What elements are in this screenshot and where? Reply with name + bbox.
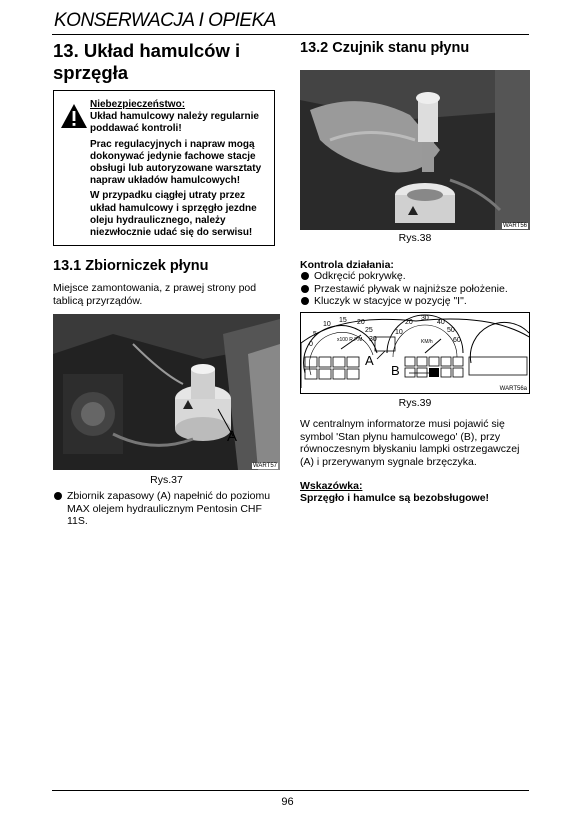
bullet-icon	[301, 297, 309, 305]
subsection-title-reservoir: 13.1 Zbiorniczek płynu	[53, 258, 209, 274]
figure-caption-37: Rys.37	[150, 474, 183, 486]
figure-caption-39: Rys.39	[398, 397, 432, 409]
sensor-photo	[300, 70, 530, 230]
page-number: 96	[281, 796, 294, 808]
reservoir-bullet-list	[53, 490, 275, 528]
mount-location-text: Miejsce zamontowania, z prawej strony pod tablicą przyrządów.	[53, 282, 257, 307]
tick-label: 20	[357, 319, 365, 326]
figure-code: WART56	[502, 223, 527, 229]
list-item	[300, 270, 530, 283]
list-item-text: Zbiornik zapasowy (A) napełnić do poziomu MAX olejem hydraulicznym Pentosin CHF 11S.	[67, 490, 271, 527]
figure-code: WART56a	[499, 386, 527, 392]
header-rule	[52, 34, 529, 35]
tick-label: 50	[447, 327, 455, 334]
hint-text: Sprzęgło i hamulce są bezobsługowe!	[300, 492, 490, 504]
gauge-unit: x100 R.P.M.	[337, 337, 364, 343]
tick-label: 15	[339, 317, 347, 324]
section-title-line1: 13. Układ hamulców i	[53, 40, 241, 61]
danger-heading: Niebezpieczeństwo:	[90, 99, 186, 110]
info-text: W centralnym informatorze musi pojawić się symbol 'Stan płynu hamulcowego' (B), przy równoczesnym błyskaniu lampki ostrzegawczej (A) i przerywanym sygnale brzęczyka.	[300, 418, 520, 468]
danger-paragraph: Układ hamulcowy należy regularnie poddawać kontroli!	[90, 111, 259, 135]
tick-label: 40	[437, 319, 445, 326]
bullet-icon	[301, 272, 309, 280]
warning-triangle-icon	[60, 103, 88, 129]
tick-label: 25	[365, 327, 373, 334]
tick-label: 0	[309, 341, 313, 348]
subsection-title-sensor: 13.2 Czujnik stanu płynu	[300, 40, 470, 56]
figure-caption-38: Rys.38	[398, 232, 432, 244]
tick-label: 60	[453, 337, 461, 344]
bullet-icon	[54, 492, 62, 500]
danger-paragraph: W przypadku ciągłej utraty przez układ hamulcowy i sprzęgło jezdne oleju hydraulicznego, należy niezwłocznie udać się do serwisu!	[90, 190, 257, 239]
tick-label: 10	[323, 321, 331, 328]
check-heading: Kontrola działania:	[300, 259, 394, 271]
danger-paragraph: Prac regulacyjnych i napraw mogą dokonywać jedynie fachowe stacje obsługi lub autoryzowane warsztaty napraw układów hamulcowych!	[90, 138, 262, 187]
check-list	[300, 270, 530, 308]
danger-box	[53, 90, 275, 246]
list-item	[300, 283, 530, 296]
footer-rule	[52, 790, 529, 791]
figure-code: WART57	[252, 463, 277, 469]
gauge-unit: KM/h	[421, 339, 433, 345]
bullet-icon	[301, 285, 309, 293]
tick-label: 20	[405, 319, 413, 326]
figure-label-a: A	[227, 428, 238, 445]
reservoir-photo	[53, 314, 280, 470]
list-item	[53, 490, 275, 528]
page-header-title: KONSERWACJA I OPIEKA	[54, 10, 276, 31]
hint-heading: Wskazówka:	[300, 480, 363, 492]
instrument-cluster-drawing	[300, 312, 530, 394]
figure-label-a: A	[365, 353, 374, 368]
list-item-text: Odkręcić pokrywkę.	[314, 270, 406, 282]
section-title-line2: sprzęgła	[53, 62, 129, 83]
danger-text	[90, 99, 272, 242]
list-item-text: Przestawić pływak w najniższe położenie.	[314, 282, 508, 295]
list-item	[300, 295, 530, 308]
list-item-text: Kluczyk w stacyjce w pozycję "I".	[314, 295, 467, 307]
tick-label: 5	[313, 331, 317, 338]
tick-label: 30	[421, 315, 429, 322]
section-title	[53, 40, 283, 84]
figure-label-b: B	[391, 363, 400, 378]
tick-label: 30	[369, 336, 377, 343]
tick-label: 10	[395, 329, 403, 336]
